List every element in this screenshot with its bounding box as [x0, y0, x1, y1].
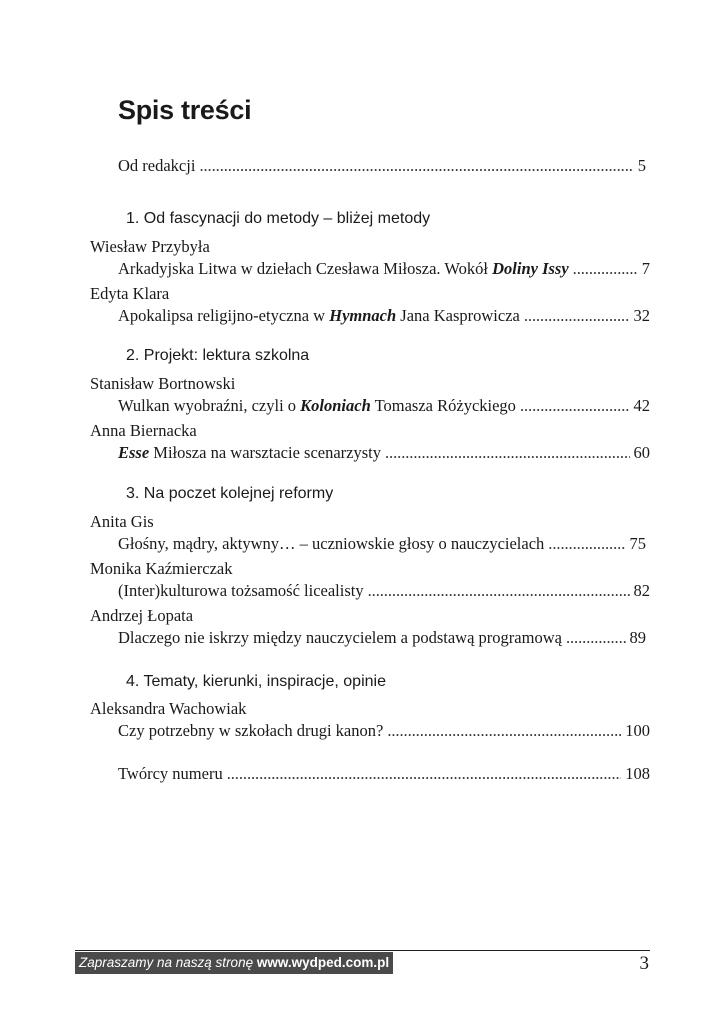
section-heading-2: 2. Projekt: lektura szkolna: [126, 347, 310, 364]
toc-entry[interactable]: [118, 721, 650, 741]
entry-page: 82: [633, 581, 650, 600]
entry-title: Czy potrzebny w szkołach drugi kanon?: [118, 721, 384, 740]
page-title: Spis treści: [118, 95, 252, 125]
toc-entry-intro[interactable]: [118, 156, 646, 176]
toc-entry-outro[interactable]: [118, 764, 650, 784]
toc-entry[interactable]: [118, 628, 646, 648]
leader-dots: [520, 396, 630, 416]
toc-entry[interactable]: [118, 443, 650, 463]
toc-entry[interactable]: [118, 259, 650, 279]
toc-entry[interactable]: [118, 534, 646, 554]
entry-title: Dlaczego nie iskrzy między nauczycielem a podstawą programową: [118, 628, 562, 647]
footer-website-link[interactable]: www.wydped.com.pl: [256, 955, 390, 970]
section-heading-3: 3. Na poczet kolejnej reformy: [126, 485, 334, 502]
entry-author: Aleksandra Wachowiak: [90, 699, 247, 718]
entry-page: 75: [629, 534, 646, 553]
entry-author: Monika Kaźmierczak: [90, 559, 233, 578]
entry-title: Twórcy numeru: [118, 764, 223, 783]
toc-entry[interactable]: [118, 396, 650, 416]
entry-page: 42: [633, 396, 650, 415]
entry-author: Wiesław Przybyła: [90, 237, 210, 256]
entry-title: (Inter)kulturowa tożsamość licealisty: [118, 581, 364, 600]
toc-entry[interactable]: [118, 306, 650, 326]
toc-entry[interactable]: [118, 581, 650, 601]
leader-dots: [199, 156, 633, 176]
entry-page: 89: [629, 628, 646, 647]
entry-author: Andrzej Łopata: [90, 606, 194, 625]
page-number: 3: [639, 953, 649, 974]
leader-dots: [548, 534, 625, 554]
entry-title: Arkadyjska Litwa w dziełach Czesława Miłosza. Wokół Doliny Issy: [118, 259, 569, 278]
leader-dots: [524, 306, 630, 326]
leader-dots: [573, 259, 638, 279]
entry-page: 108: [625, 764, 650, 783]
leader-dots: [227, 764, 622, 784]
leader-dots: [385, 443, 630, 463]
entry-page: 100: [625, 721, 650, 740]
entry-author: Edyta Klara: [90, 284, 170, 303]
entry-author: Stanisław Bortnowski: [90, 374, 236, 393]
entry-title: Od redakcji: [118, 156, 196, 175]
footer-banner: [75, 952, 393, 974]
leader-dots: [566, 628, 626, 648]
entry-author: Anna Biernacka: [90, 421, 197, 440]
entry-title: Apokalipsa religijno-etyczna w Hymnach Jana Kasprowicza: [118, 306, 520, 325]
entry-title: Esse Miłosza na warsztacie scenarzysty: [118, 443, 381, 462]
entry-page: 60: [633, 443, 650, 462]
entry-title: Wulkan wyobraźni, czyli o Koloniach Tomasza Różyckiego: [118, 396, 516, 415]
entry-page: 7: [641, 259, 650, 278]
section-heading-4: 4. Tematy, kierunki, inspiracje, opinie: [126, 673, 386, 690]
footer-invite-text: Zapraszamy na naszą stronę: [79, 955, 254, 970]
entry-page: 32: [633, 306, 650, 325]
leader-dots: [387, 721, 621, 741]
leader-dots: [368, 581, 630, 601]
footer-divider: [75, 950, 650, 951]
entry-title: Głośny, mądry, aktywny… – uczniowskie głosy o nauczycielach: [118, 534, 545, 553]
entry-page: 5: [637, 156, 646, 175]
entry-author: Anita Gis: [90, 512, 154, 531]
section-heading-1: 1. Od fascynacji do metody – bliżej metody: [126, 210, 431, 227]
